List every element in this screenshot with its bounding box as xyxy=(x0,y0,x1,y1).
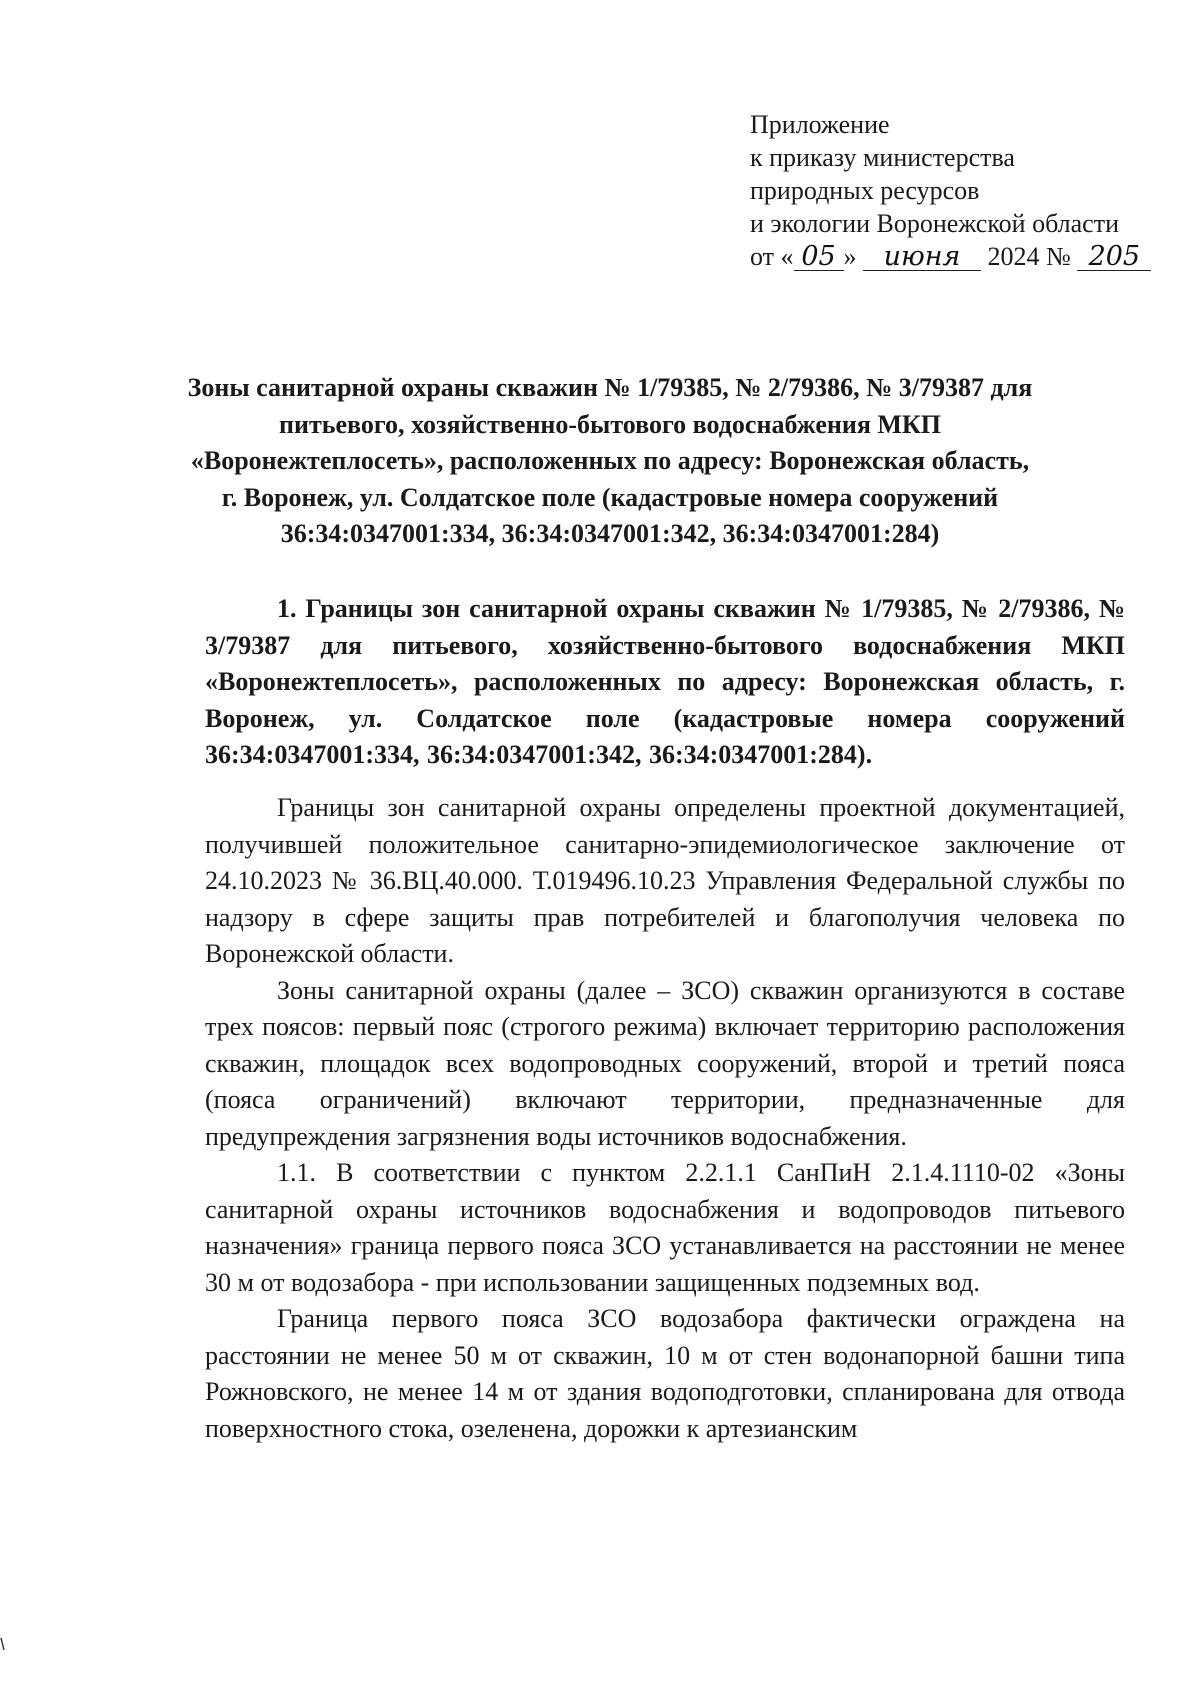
body-text xyxy=(205,790,1125,1447)
date-mid: » xyxy=(843,242,857,271)
paragraph-4: Граница первого пояса ЗСО водозабора фактически ограждена на расстоянии не менее 50 м от скважин, 10 м от стен водонапорной башни типа Рожновского, не менее 14 м от здания водоподготовки, спланирована для отвода поверхностного стока, озеленена, дорожки к артезианским xyxy=(205,1304,1125,1443)
handwritten-day: 05 xyxy=(794,244,844,271)
appendix-block xyxy=(750,108,1151,273)
year-and-number-label: 2024 № xyxy=(987,242,1071,271)
paragraph-3: 1.1. В соответствии с пунктом 2.2.1.1 СанПиН 2.1.4.1110-02 «Зоны санитарной охраны источников водоснабжения и водопроводов питьевого назначения» граница первого пояса ЗСО устанавливается на расстоянии не менее 30 м от водозабора - при использовании защищенных подземных вод. xyxy=(205,1158,1125,1297)
handwritten-month: июня xyxy=(863,244,981,271)
paragraph-2: Зоны санитарной охраны (далее – ЗСО) скважин организуются в составе трех поясов: первый пояс (строгого режима) включает территорию расположения скважин, площадок всех водопроводных сооружений, второй и третий пояса (пояса ограничений) включают территории, предназначенные для предупреждения загрязнения воды источников водоснабжения. xyxy=(205,975,1125,1151)
order-date-line xyxy=(750,240,1151,273)
scan-edge-mark xyxy=(0,1636,6,1652)
document-title: Зоны санитарной охраны скважин № 1/79385, № 2/79386, № 3/79387 для питьевого, хозяйственно-бытового водоснабжения МКП «Воронежтеплосеть», расположенных по адресу: Воронежская область, г. Воронеж, ул. Солдатское поле (кадастровые номера сооружений 36:34:0347001:334, 36:34:0347001:342, 36:34:0347001:284) xyxy=(187,373,1033,548)
appendix-line-3: природных ресурсов xyxy=(750,176,980,205)
paragraph-1: Границы зон санитарной охраны определены проектной документацией, получившей положительное санитарно-эпидемиологическое заключение от 24.10.2023 № 36.ВЦ.40.000. Т.019496.10.23 Управления Федеральной службы по надзору в сфере защиты прав потребителей и благополучия человека по Воронежской области. xyxy=(205,793,1125,968)
appendix-line-1: Приложение xyxy=(750,110,890,139)
handwritten-order-number: 205 xyxy=(1077,244,1151,271)
section-heading: 1. Границы зон санитарной охраны скважин № 1/79385, № 2/79386, № 3/79387 для питьевого, хозяйственно-бытового водоснабжения МКП «Воронежтеплосеть», расположенных по адресу: Воронежская область, г. Воронеж, ул. Солдатское поле (кадастровые номера сооружений 36:34:0347001:334, 36:34:0347001:342, 36:34:0347001:284). xyxy=(205,594,1125,769)
appendix-line-2: к приказу министерства xyxy=(750,143,1015,172)
date-prefix: от « xyxy=(750,242,794,271)
appendix-line-4: и экологии Воронежской области xyxy=(750,209,1119,238)
